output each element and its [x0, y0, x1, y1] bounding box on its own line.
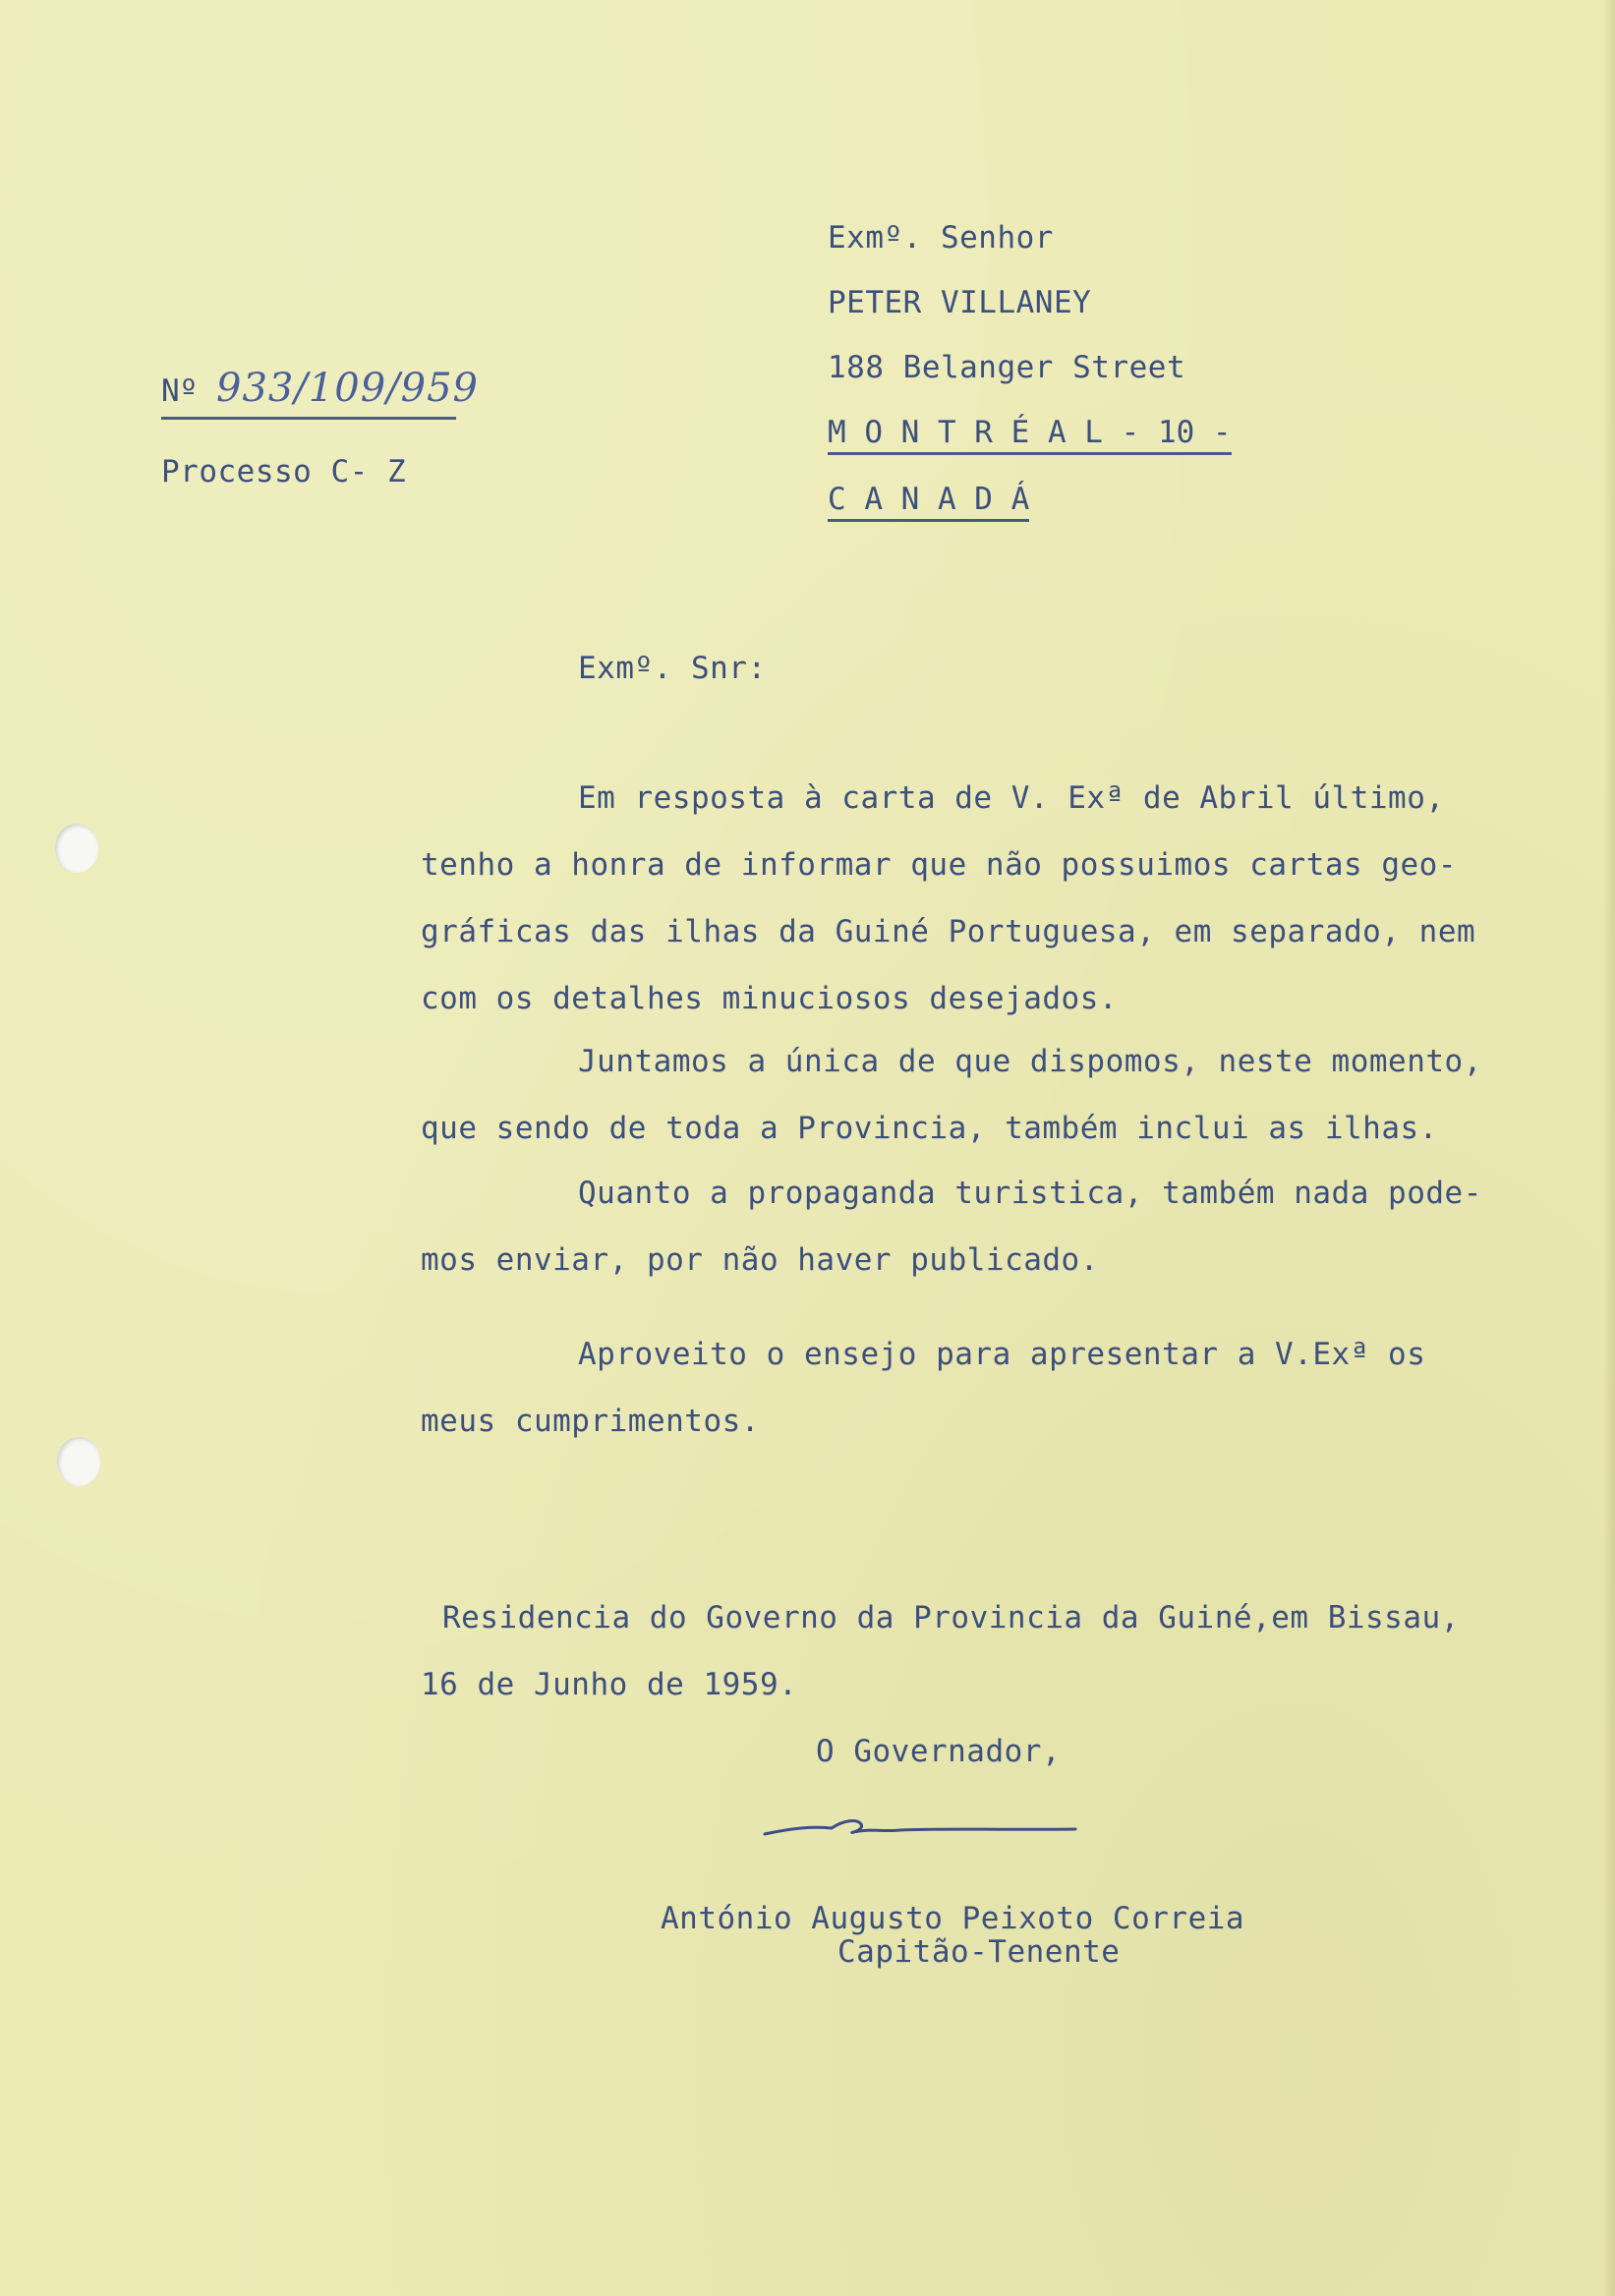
handwritten-signature [763, 1814, 1077, 1844]
date-line: 16 de Junho de 1959. [421, 1667, 798, 1702]
body-line: tenho a honra de informar que não possuimos cartas geo- [421, 847, 1457, 883]
punch-hole-top [55, 824, 98, 873]
body-line: Quanto a propaganda turistica, também nada pode- [578, 1176, 1482, 1211]
body-line: mos enviar, por não haver publicado. [421, 1242, 1099, 1278]
body-line: com os detalhes minuciosos desejados. [421, 981, 1119, 1016]
reference-number-handwritten: 933/109/959 [216, 366, 479, 411]
reference-underline [161, 417, 456, 420]
addressee-street: 188 Belanger Street [828, 350, 1186, 385]
addressee-country: C A N A D Á [828, 482, 1029, 522]
place-line: Residencia do Governo da Provincia da Guiné,em Bissau, [442, 1600, 1460, 1636]
body-line: Juntamos a única de que dispomos, neste momento, [578, 1044, 1482, 1079]
body-line: que sendo de toda a Provincia, também inclui as ilhas. [421, 1111, 1438, 1146]
addressee-name: PETER VILLANEY [828, 285, 1092, 320]
page-edge-shadow [1603, 0, 1615, 2296]
greeting: Exmº. Snr: [578, 651, 767, 686]
addressee-city-wrap [828, 413, 1232, 452]
body-line: gráficas das ilhas da Guiné Portuguesa, em separado, nem [421, 914, 1476, 949]
body-line: Em resposta à carta de V. Exª de Abril último, [578, 780, 1445, 816]
closing-line: meus cumprimentos. [421, 1404, 760, 1439]
addressee-country-wrap [828, 480, 1029, 519]
punch-hole-bottom [57, 1437, 100, 1486]
closing-line: Aproveito o ensejo para apresentar a V.Exª os [578, 1337, 1426, 1372]
addressee-city: M O N T R É A L - 10 - [828, 415, 1232, 455]
signature-stroke [763, 1814, 1077, 1844]
signatory-rank: Capitão-Tenente [837, 1934, 1121, 1970]
process-reference: Processo C- Z [161, 454, 407, 489]
addressee-salutation: Exmº. Senhor [828, 220, 1054, 256]
reference-number-prefix: Nº [161, 373, 216, 409]
signatory-role: O Governador, [816, 1734, 1062, 1769]
signatory-name: António Augusto Peixoto Correia [661, 1901, 1245, 1936]
reference-number [161, 364, 479, 416]
